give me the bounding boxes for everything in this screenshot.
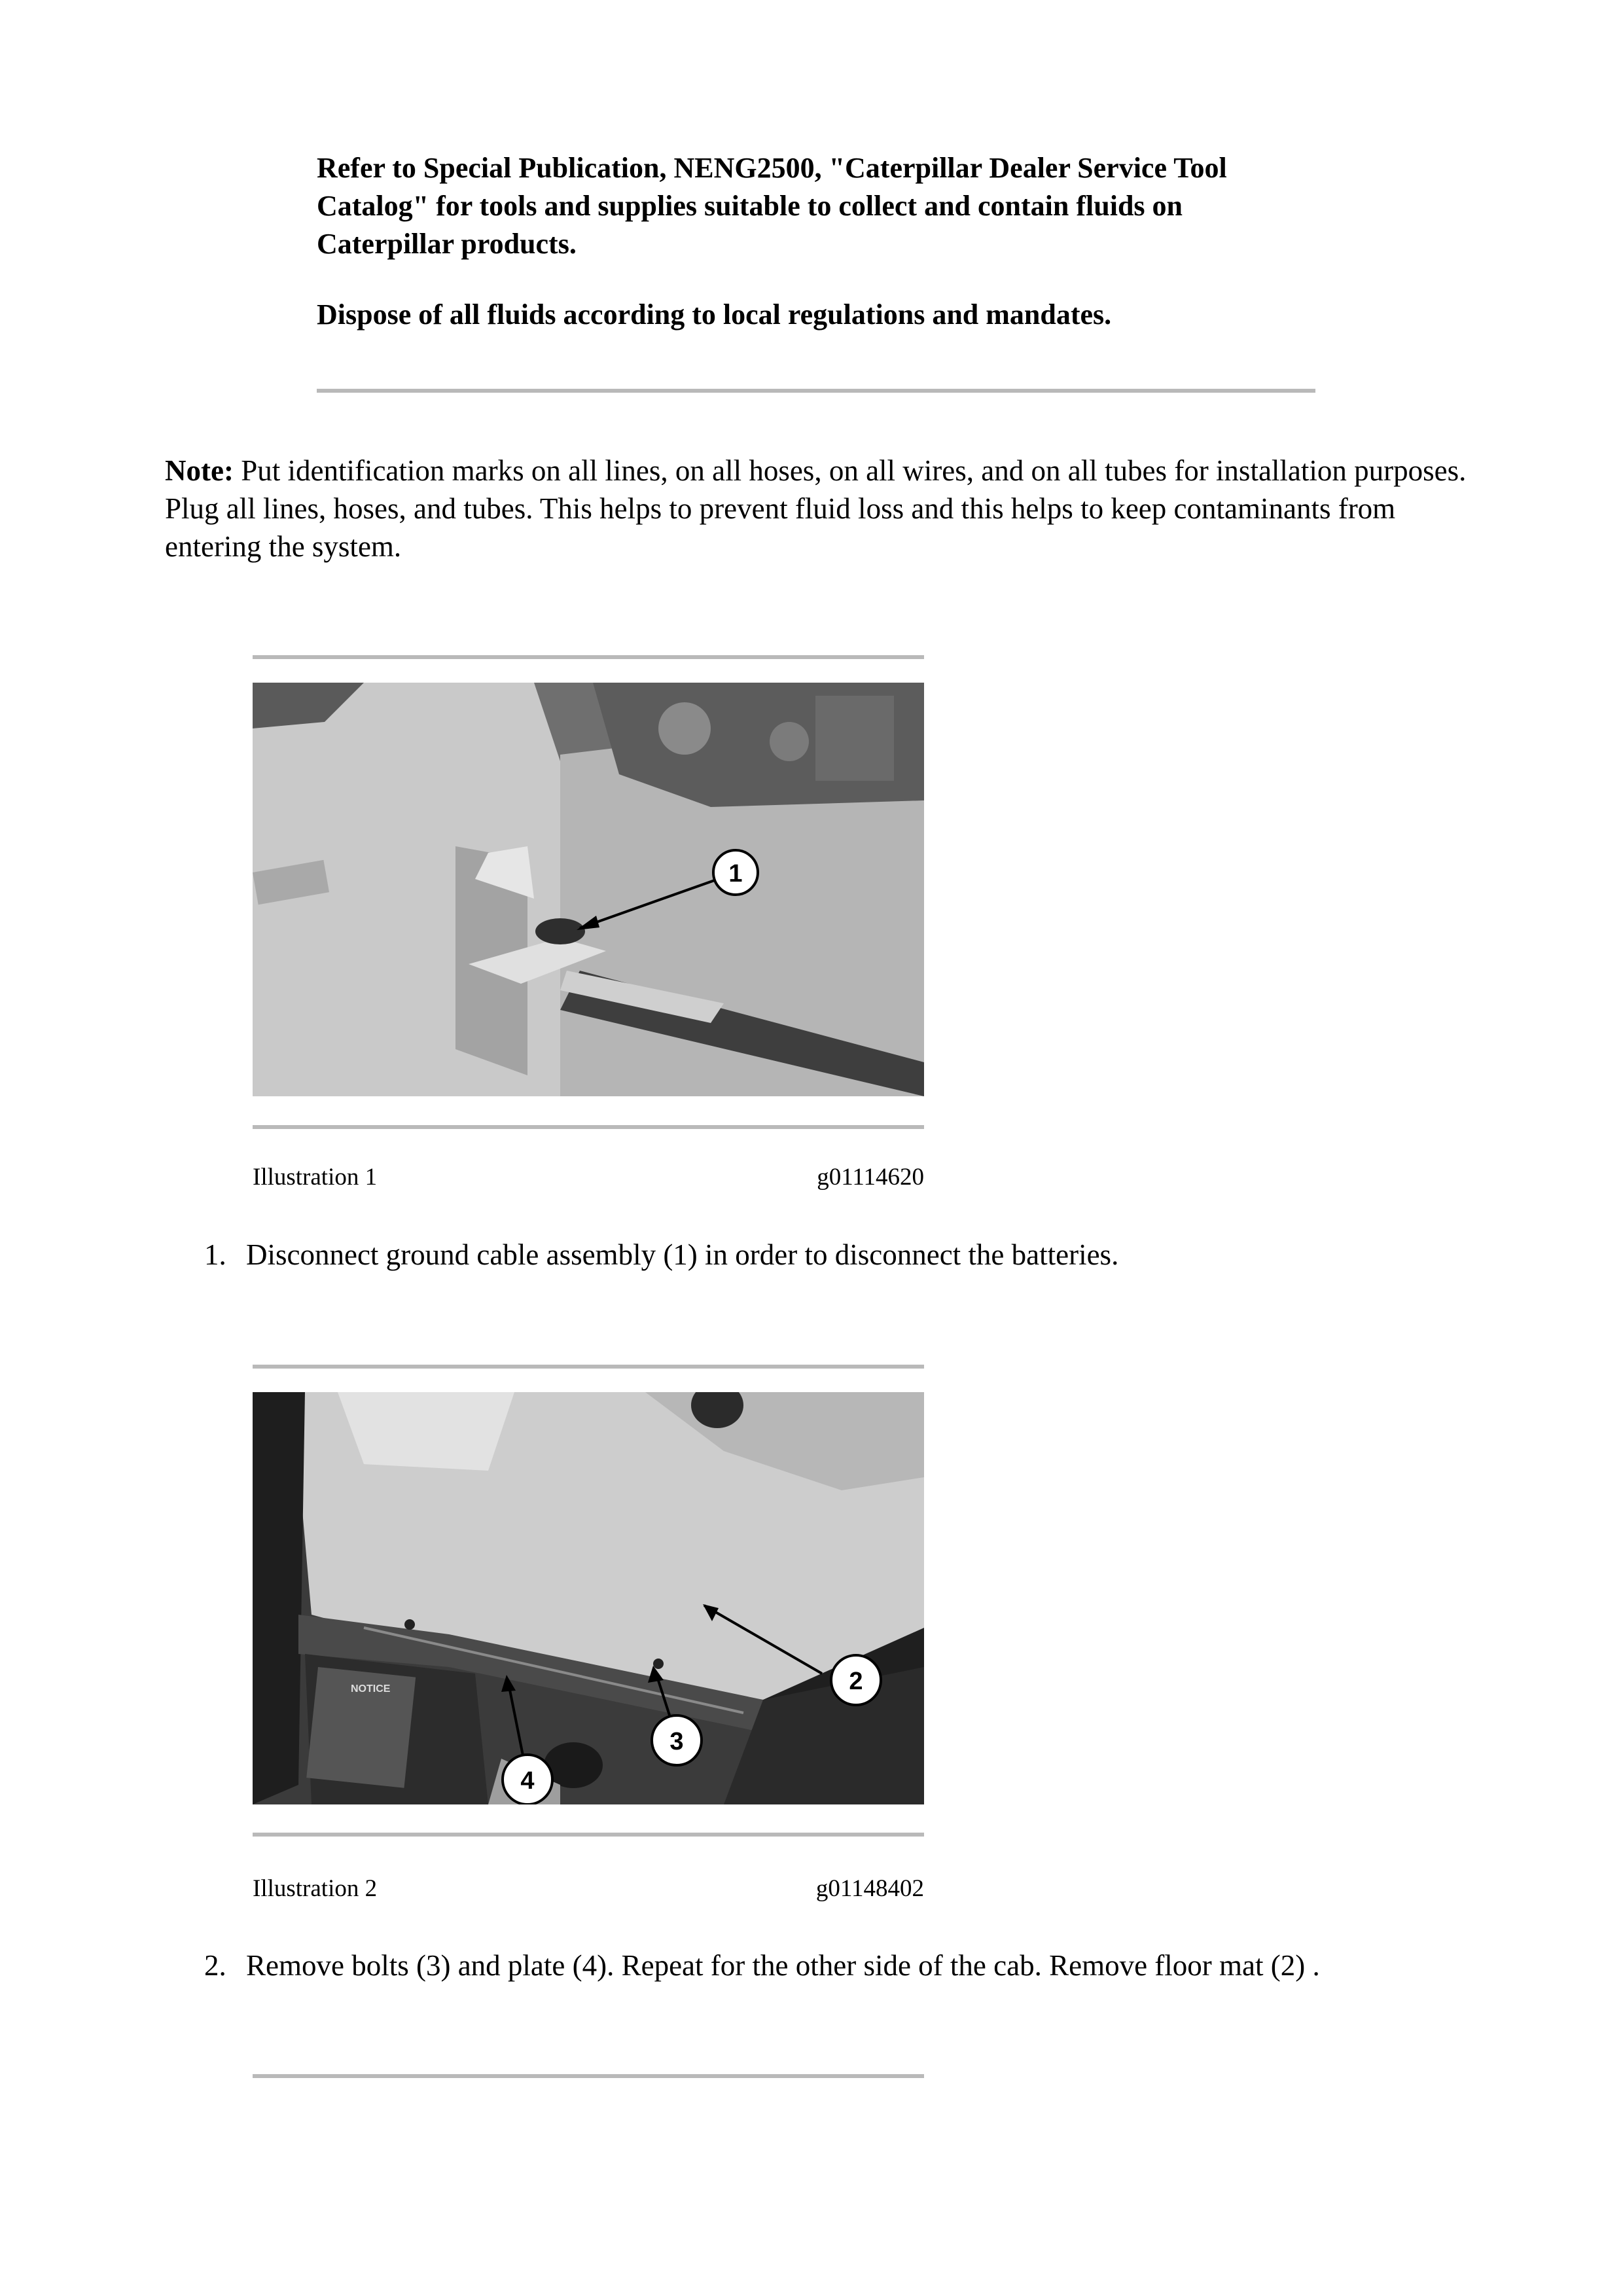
note-label: Note: [165, 454, 234, 487]
illustration-top-rule [253, 2074, 924, 2078]
illustration-top-rule [253, 655, 924, 659]
step-2-number: 2. [204, 1949, 226, 1982]
illustration-2-graphic-id: g01148402 [815, 1875, 924, 1902]
illustration-2-caption: Illustration 2 [253, 1875, 378, 1902]
illustration-1-photo [253, 683, 924, 1096]
step-1-text: Disconnect ground cable assembly (1) in order to disconnect the batteries. [246, 1238, 1119, 1271]
note-text: Put identification marks on all lines, on all hoses, on all wires, and on all tubes for installation purposes. Plug all lines, hoses, and tubes. This helps to prevent fluid loss and this helps to keep contaminants from entering the system. [165, 454, 1467, 563]
illustration-2-photo [253, 1392, 924, 1804]
notice-paragraph-dispose: Dispose of all fluids according to local regulations and mandates. [317, 298, 1112, 331]
notice-paragraph-tools: Refer to Special Publication, NENG2500, "Caterpillar Dealer Service Tool Catalog" for tools and supplies suitable to collect and contain fluids on Caterpillar products. [317, 152, 1227, 260]
illustration-1-caption: Illustration 1 [253, 1164, 378, 1191]
notice-decal-label: NOTICE [351, 1683, 391, 1695]
illustration-bottom-rule [253, 1125, 924, 1129]
callout-2-label: 2 [849, 1668, 863, 1695]
illustration-1-graphic-id: g01114620 [817, 1164, 924, 1191]
callout-1-label: 1 [728, 860, 743, 888]
step-1-number: 1. [204, 1238, 226, 1271]
note-paragraph [165, 452, 1467, 565]
callout-3-label: 3 [669, 1728, 684, 1755]
notice-bottom-rule [317, 389, 1315, 393]
illustration-top-rule [253, 1365, 924, 1369]
callout-4-label: 4 [520, 1767, 535, 1795]
step-2-text: Remove bolts (3) and plate (4). Repeat for the other side of the cab. Remove floor mat (2) . [246, 1949, 1320, 1982]
illustration-bottom-rule [253, 1833, 924, 1837]
